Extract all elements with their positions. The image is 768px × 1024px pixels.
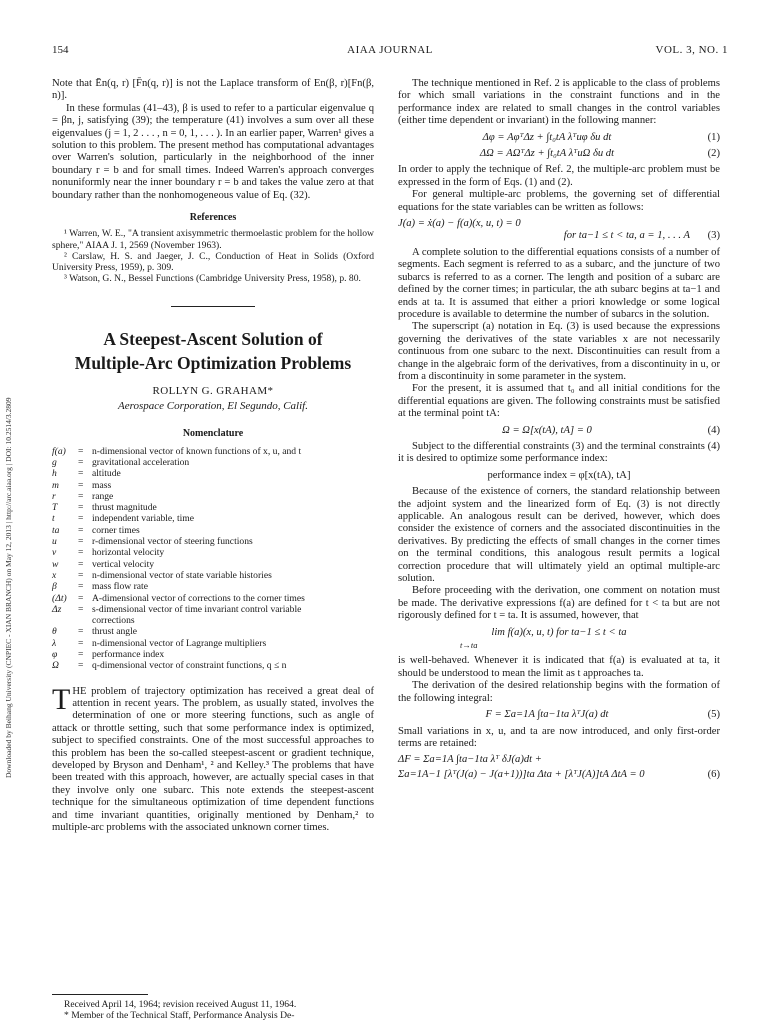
nomenclature-symbol: β <box>52 581 57 593</box>
footnote-author: * Member of the Technical Staff, Performance Analysis De- <box>64 1010 295 1022</box>
nomenclature-symbol: v <box>52 547 57 559</box>
nomenclature-definition: gravitational acceleration <box>92 457 190 468</box>
nomenclature-symbol: ta <box>52 524 60 536</box>
reference-item: ³ Watson, G. N., Bessel Functions (Cambridge University Press, 1958), p. 80. <box>64 273 361 285</box>
equation-text: Δφ = AφᵀΔz + ∫t₀tA λᵀuφ δu dt <box>482 131 612 143</box>
nomenclature-symbol: r <box>52 490 56 502</box>
body-paragraph: Because of the existence of corners, the standard relationship between the adjoint system and the linearized form of Eq. (3) is not directly applicable. An analogous result can be derived, however, which does consider the existence of corners and the associated discontinuities in the derivatives. By predicting the effects of small changes in the corner times on the terminal conditions, this analogous result permits a logical correction procedure that will ultimately yield an optimal multiple-arc solution. <box>398 486 720 585</box>
nomenclature-definition: altitude <box>92 468 121 480</box>
equation-text: Ω = Ω[x(tA), tA] = 0 <box>502 424 592 436</box>
equation-text: F = Σa=1A ∫ta−1ta λᵀJ(a) dt <box>485 709 609 721</box>
nomenclature-row: Δz = s-dimensional vector of time invariant control variable <box>52 604 374 615</box>
nomenclature-symbol: g <box>52 457 57 468</box>
nomenclature-row: g = gravitational acceleration <box>52 457 374 468</box>
journal-name: AIAA JOURNAL <box>347 44 433 56</box>
body-paragraph: is well-behaved. Whenever it is indicated that f(a) is evaluated at ta, it should be understood to mean the limit as t approaches ta. <box>398 655 720 679</box>
section-divider <box>171 306 255 307</box>
nomenclature-symbol: Ω <box>52 660 59 672</box>
equation-3 <box>398 218 720 230</box>
drop-cap: T <box>52 682 71 716</box>
nomenclature-symbol: Δz <box>52 603 62 615</box>
performance-index-equation <box>398 470 720 482</box>
body-paragraph: In order to apply the technique of Ref. 2, the multiple-arc problem must be expressed in the form of Eqs. (1) and (2). <box>398 164 720 188</box>
nomenclature-definition: corner times <box>92 524 140 536</box>
nomenclature-list <box>52 446 374 672</box>
nomenclature-row: (Δt) = A-dimensional vector of corrections to the corner times <box>52 593 374 604</box>
nomenclature-row <box>52 615 374 626</box>
equation-number: (6) <box>707 768 720 780</box>
equation-number: (4) <box>707 424 720 436</box>
equation-number: (1) <box>707 131 720 143</box>
references-heading: References <box>189 212 237 224</box>
article-title-line: Multiple-Arc Optimization Problems <box>74 353 352 374</box>
body-paragraph: The technique mentioned in Ref. 2 is applicable to the class of problems for which small variations in the constraint functions and in the performance index are related to small changes in the control variables (either time dependent or invariant) in the following manner: <box>398 78 720 127</box>
page-header <box>52 44 728 60</box>
download-watermark-text: Downloaded by Beihang University (CNPIEC - XIAN BRANCH) on May 12, 2013 | http://arc.aiaa.org | DOI: 10.2514/3.2809 <box>4 397 13 778</box>
footnote-received: Received April 14, 1964; revision received August 11, 1964. <box>64 999 297 1010</box>
body-paragraph: Subject to the differential constraints (3) and the terminal constraints (4) it is desired to optimize some performance index: <box>398 440 720 465</box>
nomenclature-heading: Nomenclature <box>182 428 244 440</box>
nomenclature-row: λ = n-dimensional vector of Lagrange multipliers <box>52 638 374 649</box>
nomenclature-row: β = mass flow rate <box>52 581 374 592</box>
equation-number: (2) <box>707 148 720 160</box>
equation-number: (3) <box>707 230 720 242</box>
nomenclature-symbol: m <box>52 479 59 491</box>
page-number: 154 <box>52 44 69 56</box>
intro-paragraph-2: In these formulas (41–43), β is used to refer to a particular eigenvalue q = βn, j, satisfying (39); the temperature (41) involves a sum over all these eigenvalues (j = 1, 2 . . . , n = 0, 1, . . . ). In an earlier paper, Warren¹ gives a solution to this problem. The present method has computational advantages over Warren's solution, particularly in the neighborhood of the inner boundary r = b and for small times. Indeed Warren's approach converges nonuniformly near the inner boundary r = b and takes the value zero at that boundary rather than the nonhomogeneous value of Eq. (32). <box>52 102 374 201</box>
equation-text: ΔΩ = AΩᵀΔz + ∫t₀tA λᵀuΩ δu dt <box>479 148 615 160</box>
author-name: ROLLYN G. GRAHAM* <box>152 385 274 398</box>
nomenclature-definition: q-dimensional vector of constraint functions, q ≤ n <box>92 660 287 672</box>
article-title <box>52 327 374 375</box>
equation-text: J(a) = ẋ(a) − f(a)(x, u, t) = 0 <box>398 218 521 230</box>
reference-item: ² Carslaw, H. S. and Jaeger, J. C., Conduction of Heat in Solids (Oxford University Press, 1959), p. 309. <box>52 250 374 274</box>
download-watermark <box>2 300 16 780</box>
equation-2 <box>398 148 720 160</box>
limit-subscript-row <box>398 639 720 651</box>
footnote-divider <box>52 994 148 995</box>
equation-6-line-2 <box>398 769 720 781</box>
nomenclature-symbol: w <box>52 558 59 570</box>
nomenclature-row: u = r-dimensional vector of steering functions <box>52 536 374 547</box>
body-paragraph-1-text: HE problem of trajectory optimization has received a great deal of attention in recent years. The problem, as usually stated, involves the determination of one or more steering functions, such as angle of attack or throttle setting, such that some performance index is optimized, subject to specified constraints. One of the most successful approaches to this problem has been the so-called steepest-ascent or gradient technique, developed by Bryson and Denham¹, ² and Kelley.³ The problems that have been treated with this approach, however, are actually special cases in that they involve only one subarc. This note extends the steepest-ascent technique for the simultaneous optimization of time dependent functions and time invariant quantities, originally mentioned by Denham,² to multiple-arc problems with the associated unknown corner times. <box>52 685 374 834</box>
nomenclature-definition: vertical velocity <box>92 558 155 570</box>
nomenclature-definition: mass flow rate <box>92 581 148 593</box>
nomenclature-definition: corrections <box>92 615 135 627</box>
nomenclature-definition: n-dimensional vector of known functions of x, u, and t <box>92 445 302 457</box>
equation-3-condition-row <box>398 230 720 242</box>
body-paragraph: A complete solution to the differential equations consists of a number of segments. Each segment is referred to as a subarc, and the juncture of two subarcs is referred to as a corner. The length and position of a subarc are defined by the corner times; in particular, the ath subarc begins at ta−1 and ends at ta. It is assumed that either a priori knowledge or some logical procedure is available to determine the number of subarcs in the solution. <box>398 246 720 320</box>
limit-subscript: t→ta <box>460 640 478 651</box>
nomenclature-row: m = mass <box>52 480 374 491</box>
nomenclature-row: f(a) = n-dimensional vector of known functions of x, u, and t <box>52 446 374 457</box>
footnotes <box>52 994 374 1021</box>
nomenclature-symbol: φ <box>52 649 58 661</box>
nomenclature-row: T = thrust magnitude <box>52 502 374 513</box>
nomenclature-row: h = altitude <box>52 468 374 479</box>
nomenclature-row: w = vertical velocity <box>52 559 374 570</box>
nomenclature-definition: thrust angle <box>92 626 138 638</box>
equation-text: ΔF = Σa=1A ∫ta−1ta λᵀ δJ(a)dt + <box>398 754 542 766</box>
body-paragraph: The derivation of the desired relationship begins with the formation of the following integral: <box>398 680 720 704</box>
equation-1 <box>398 132 720 144</box>
equation-6-line-1 <box>398 754 720 766</box>
volume-info: VOL. 3, NO. 1 <box>655 44 728 56</box>
nomenclature-definition: r-dimensional vector of steering functions <box>92 536 253 548</box>
limit-equation <box>398 627 720 639</box>
body-paragraph-1 <box>52 682 374 835</box>
nomenclature-symbol: θ <box>52 626 57 638</box>
nomenclature-definition: s-dimensional vector of time invariant control variable <box>92 603 302 615</box>
body-paragraph: Before proceeding with the derivation, one comment on notation must be made. The derivative expressions f(a) are defined for t < ta but are not rigorously defined for t = ta. It is assumed, however, that <box>398 585 720 622</box>
nomenclature-row: Ω = q-dimensional vector of constraint functions, q ≤ n <box>52 660 374 671</box>
nomenclature-row: θ = thrust angle <box>52 626 374 637</box>
nomenclature-definition: A-dimensional vector of corrections to the corner times <box>92 592 305 604</box>
nomenclature-definition: n-dimensional vector of state variable histories <box>92 569 272 581</box>
nomenclature-symbol: (Δt) <box>52 592 67 604</box>
left-column <box>52 78 374 835</box>
equation-condition: for ta−1 ≤ t < ta, a = 1, . . . A <box>563 230 690 242</box>
equation-5 <box>398 709 720 721</box>
nomenclature-row: t = independent variable, time <box>52 513 374 524</box>
nomenclature-definition: independent variable, time <box>92 513 195 525</box>
nomenclature-symbol: T <box>52 502 58 514</box>
equation-text: Σa=1A−1 [λᵀ(J(a) − J(a+1))]ta Δta + [λᵀJ(A)]tA ΔtA = 0 <box>398 768 645 780</box>
right-column <box>398 78 720 785</box>
nomenclature-row: r = range <box>52 491 374 502</box>
nomenclature-symbol: x <box>52 569 57 581</box>
nomenclature-row: ta = corner times <box>52 525 374 536</box>
nomenclature-symbol: h <box>52 468 57 480</box>
nomenclature-symbol: t <box>52 513 55 525</box>
body-paragraph: Small variations in x, u, and ta are now introduced, and only first-order terms are retained: <box>398 725 720 749</box>
body-paragraph: For the present, it is assumed that t₀ and all initial conditions for the differential equations are given. The following constraints must be satisfied at the terminal point tA: <box>398 383 720 420</box>
equation-text: lim f(a)(x, u, t) for ta−1 ≤ t < ta <box>491 626 627 638</box>
reference-item: ¹ Warren, W. E., "A transient axisymmetric thermoelastic problem for the hollow sphere," AIAA J. 1, 2569 (November 1963). <box>52 228 374 251</box>
nomenclature-symbol: λ <box>52 637 57 649</box>
nomenclature-row: φ = performance index <box>52 649 374 660</box>
body-paragraph: The superscript (a) notation in Eq. (3) is used because the expressions governing the derivatives of the state variables x are not necessarily continuous from one subarc to the next. Discontinuities can result from a change in the algebraic form of the derivatives, from a discontinuity in u, or from a discontinuity in some parameter in the system. <box>398 321 720 382</box>
body-paragraph: For general multiple-arc problems, the governing set of differential equations for the state variables can be written as follows: <box>398 189 720 213</box>
nomenclature-definition: mass <box>92 479 112 491</box>
nomenclature-definition: range <box>92 490 114 502</box>
article-title-line: A Steepest-Ascent Solution of <box>103 329 323 350</box>
nomenclature-definition: horizontal velocity <box>92 547 165 559</box>
nomenclature-definition: performance index <box>92 649 165 661</box>
nomenclature-symbol: u <box>52 536 57 548</box>
equation-text: performance index = φ[x(tA), tA] <box>487 469 631 481</box>
nomenclature-row: x = n-dimensional vector of state variable histories <box>52 570 374 581</box>
nomenclature-definition: thrust magnitude <box>92 502 157 514</box>
intro-paragraph-1: Note that Ēn(q, r) [F̄n(q, r)] is not the Laplace transform of En(β, r)[Fn(β, n)]. <box>52 78 374 102</box>
author-affiliation: Aerospace Corporation, El Segundo, Calif. <box>118 399 308 412</box>
equation-4 <box>398 425 720 437</box>
nomenclature-definition: n-dimensional vector of Lagrange multipliers <box>92 637 267 649</box>
equation-number: (5) <box>707 709 720 721</box>
nomenclature-symbol: f(a) <box>52 445 66 457</box>
nomenclature-row: v = horizontal velocity <box>52 547 374 558</box>
